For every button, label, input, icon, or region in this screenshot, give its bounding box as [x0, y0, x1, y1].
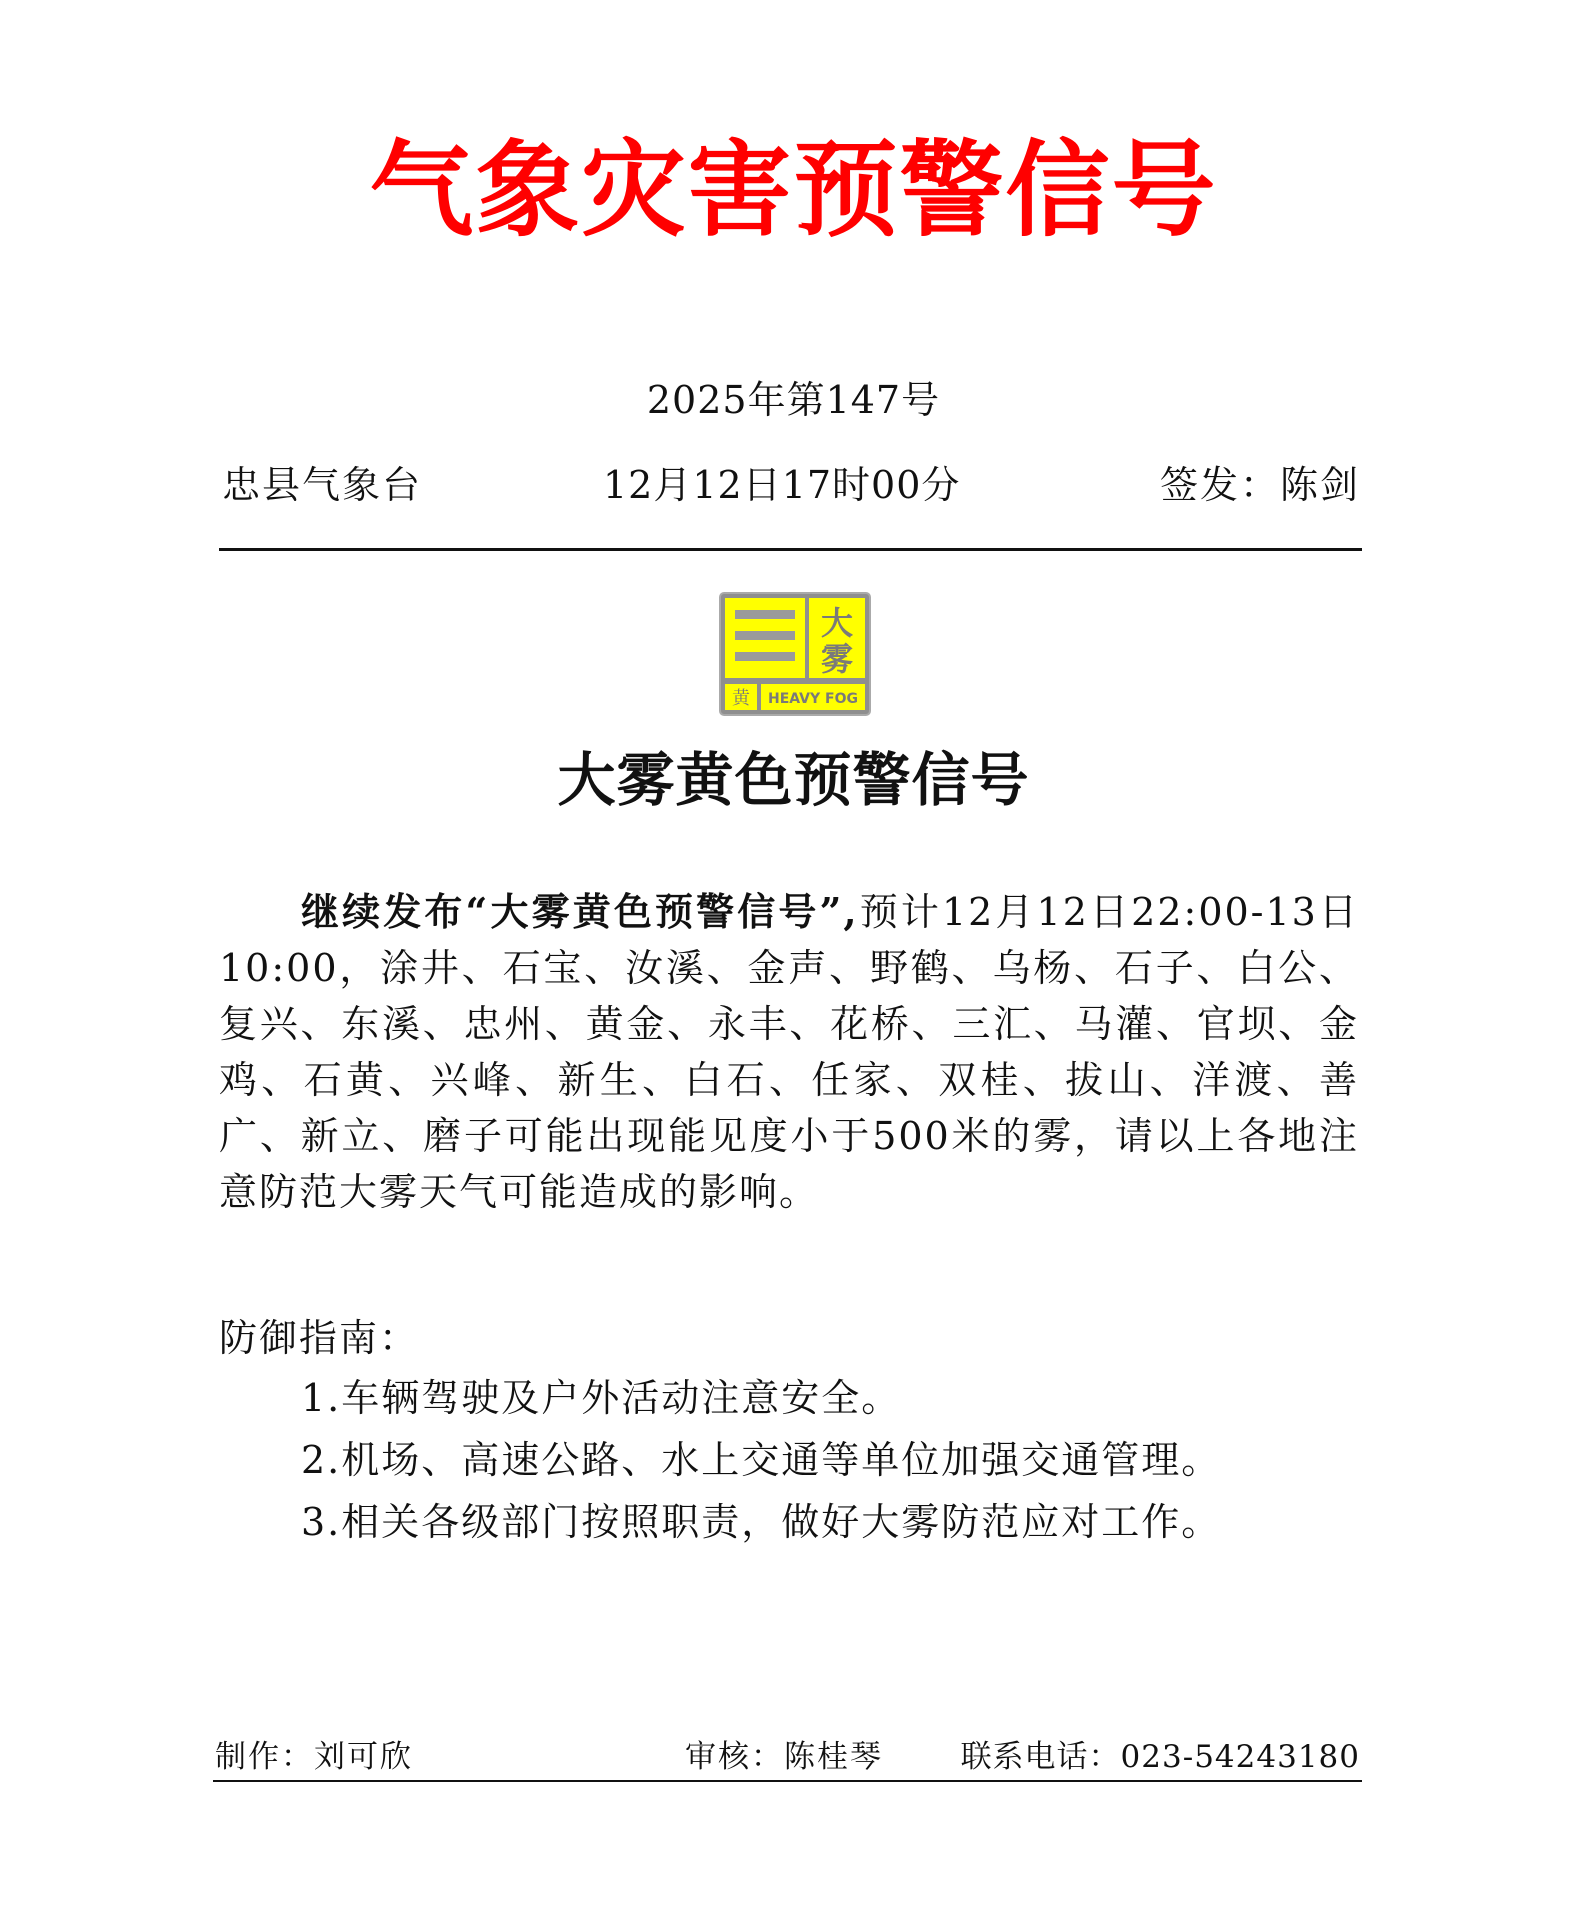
- heavy-fog-yellow-signal-icon: [719, 592, 871, 716]
- guide-item: 3.相关各级部门按照职责，做好大雾防范应对工作。: [301, 1500, 1222, 1544]
- signal-title: 大雾黄色预警信号: [557, 746, 1030, 814]
- producer: 制作：刘可欣: [215, 1739, 413, 1775]
- guide-heading: 防御指南：: [219, 1316, 420, 1360]
- footer-divider: [213, 1780, 1362, 1782]
- issue-datetime: 12月12日17时00分: [603, 463, 961, 507]
- header-divider: [219, 548, 1362, 551]
- signal-icon-text-bottom: 雾: [820, 640, 854, 678]
- issue-number: 2025年第147号: [646, 378, 941, 422]
- warning-lead: 继续发布“大雾黄色预警信号”,: [301, 889, 859, 934]
- signal-icon-level: 黄: [732, 688, 750, 709]
- guide-item: 2.机场、高速公路、水上交通等单位加强交通管理。: [301, 1438, 1222, 1482]
- contact-phone: 联系电话：023-54243180: [960, 1739, 1360, 1775]
- guide-list: [301, 1370, 1221, 1556]
- issue-meta-row: [220, 460, 1360, 510]
- guide-item: 1.车辆驾驶及户外活动注意安全。: [301, 1376, 902, 1420]
- warning-body: [219, 884, 1359, 1220]
- issuer-name: 忠县气象台: [222, 463, 423, 507]
- warning-text: 预计12月12日22:00-13日10:00，涂井、石宝、汝溪、金声、野鹤、乌杨、石子、白公、复兴、东溪、忠州、黄金、永丰、花桥、三汇、马灌、官坝、金鸡、石黄、兴峰、新生、白石、任家、双桂、拔山、洋渡、善广、新立、磨子可能出现能见度小于500米的雾，请以上各地注意防范大雾天气可能造成的影响。: [219, 890, 1359, 1214]
- document-title: 气象灾害预警信号: [369, 128, 1218, 251]
- footer-row: [215, 1735, 1360, 1779]
- signal-icon-text-top: 大: [820, 604, 854, 642]
- reviewer: 审核：陈桂琴: [685, 1739, 883, 1775]
- signal-icon-english: HEAVY FOG: [768, 691, 858, 707]
- signer: 签发：陈剑: [1159, 463, 1360, 507]
